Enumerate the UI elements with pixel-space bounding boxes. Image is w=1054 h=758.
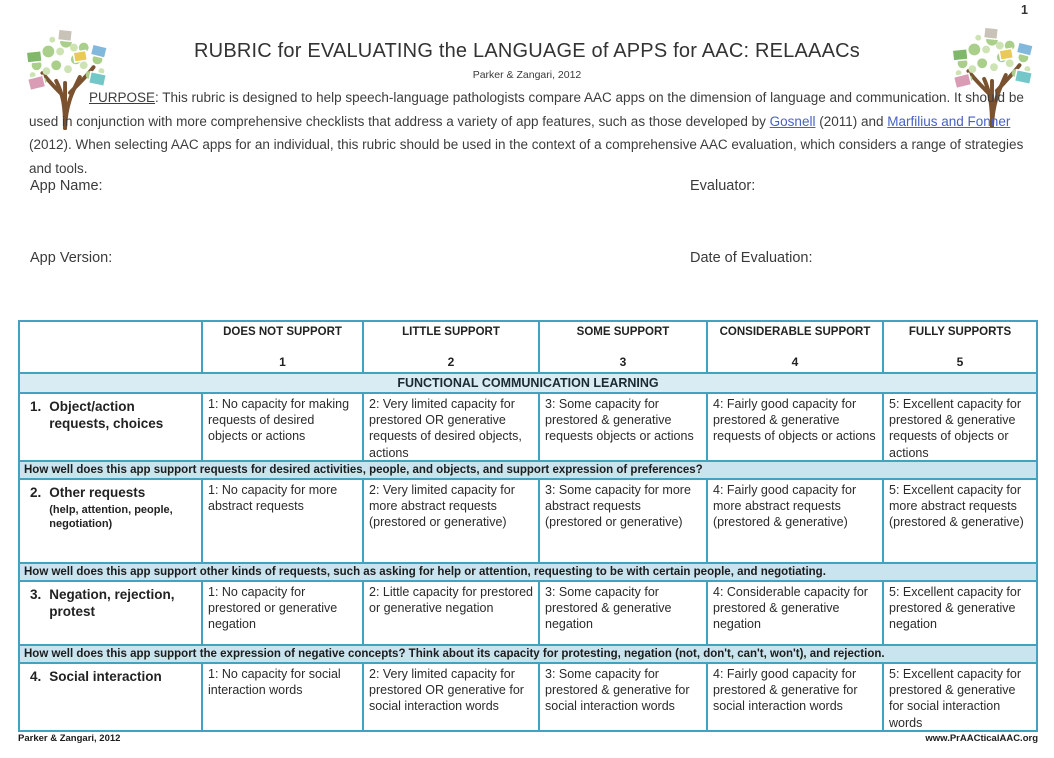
column-label: FULLY SUPPORTS xyxy=(908,326,1012,338)
column-score: 2 xyxy=(447,355,455,369)
rubric-cell: 5: Excellent capacity for more abstract requests (prestored & generative) xyxy=(884,480,1036,562)
rubric-cell: 4: Fairly good capacity for prestored & generative requests of objects or actions xyxy=(708,394,882,460)
row-number: 4. xyxy=(30,669,42,684)
gosnell-link[interactable]: Gosnell xyxy=(769,113,816,129)
rubric-cell: 5: Excellent capacity for prestored & generative negation xyxy=(884,582,1036,644)
rubric-cell: 2: Very limited capacity for prestored OR generative for social interaction words xyxy=(364,664,538,730)
row-label-object-action-requests xyxy=(20,394,201,460)
rubric-cell: 3: Some capacity for prestored & generative for social interaction words xyxy=(540,664,706,730)
rubric-cell: 1: No capacity for prestored or generative negation xyxy=(203,582,362,644)
rubric-cell: 3: Some capacity for prestored & generative negation xyxy=(540,582,706,644)
column-label: CONSIDERABLE SUPPORT xyxy=(719,326,871,338)
purpose-text-3: (2012). When selecting AAC apps for an individual, this rubric should be used in the context of a comprehensive AAC evaluation, which considers a range of strategies and tools. xyxy=(29,137,1024,176)
column-label: DOES NOT SUPPORT xyxy=(223,326,342,338)
purpose-text-2: (2011) and xyxy=(815,113,888,129)
rubric-cell: 1: No capacity for making requests of desired objects or actions xyxy=(203,394,362,460)
row-label-negation xyxy=(20,582,201,644)
column-score: 1 xyxy=(279,355,286,369)
rubric-cell: 3: Some capacity for more abstract requests (prestored or generative) xyxy=(540,480,706,562)
rubric-cell: 4: Fairly good capacity for more abstract requests (prestored & generative) xyxy=(708,480,882,562)
footer-website: www.PrAACticalAAC.org xyxy=(925,733,1038,744)
row-label-social-interaction xyxy=(20,664,201,730)
authors-line: Parker & Zangari, 2012 xyxy=(472,69,582,81)
guidance-note: How well does this app support other kinds of requests, such as asking for help or attention, requesting to be with certain people, and negotiating. xyxy=(20,564,1036,580)
column-header-does-not-support xyxy=(203,322,362,372)
purpose-paragraph xyxy=(29,86,1024,180)
column-header-considerable-support xyxy=(708,322,882,372)
marfilius-fonner-link[interactable]: Marfilius and Fonner xyxy=(887,113,1011,129)
app-name-label: App Name: xyxy=(30,178,103,194)
page-number: 1 xyxy=(1021,3,1028,17)
column-score: 4 xyxy=(791,355,799,369)
column-header-some-support xyxy=(540,322,706,372)
page-title: RUBRIC for EVALUATING the LANGUAGE of APPS for AAC: RELAAACs xyxy=(194,40,860,62)
rubric-cell: 2: Very limited capacity for prestored OR generative requests of desired objects, actions xyxy=(364,394,538,460)
column-label: SOME SUPPORT xyxy=(576,326,670,338)
rubric-table xyxy=(18,320,1038,732)
column-score: 5 xyxy=(956,355,964,369)
rubric-cell: 4: Considerable capacity for prestored & generative negation xyxy=(708,582,882,644)
rubric-cell: 3: Some capacity for prestored & generative requests objects or actions xyxy=(540,394,706,460)
row-number: 3. xyxy=(30,587,42,602)
guidance-note: How well does this app support the expression of negative concepts? Think about its capacity for protesting, negation (not, don't, can't, won't), and rejection. xyxy=(20,646,1036,662)
column-score: 3 xyxy=(619,355,627,369)
row-subtitle: (help, attention, people, negotiation) xyxy=(49,504,173,530)
rubric-cell: 5: Excellent capacity for prestored & generative requests of objects or actions xyxy=(884,394,1036,460)
column-header-little-support xyxy=(364,322,538,372)
rubric-cell: 2: Little capacity for prestored or generative negation xyxy=(364,582,538,644)
rubric-cell: 5: Excellent capacity for prestored & generative for social interaction words xyxy=(884,664,1036,730)
footer-authors: Parker & Zangari, 2012 xyxy=(18,733,121,744)
row-title: Social interaction xyxy=(49,669,162,684)
header-cell-empty xyxy=(20,322,201,372)
row-label-other-requests xyxy=(20,480,201,562)
evaluation-date-label: Date of Evaluation: xyxy=(690,250,813,266)
purpose-text-1: : This rubric is designed to help speech-language pathologists compare AAC apps on the dimension of language and communication. It should be used in conjunction with more comprehensive checklists that address a variety of app features, such as those developed by xyxy=(29,90,1024,129)
rubric-cell: 4: Fairly good capacity for prestored & generative for social interaction words xyxy=(708,664,882,730)
rubric-cell: 1: No capacity for more abstract requests xyxy=(203,480,362,562)
column-label: LITTLE SUPPORT xyxy=(402,326,500,338)
row-title: Object/action requests, choices xyxy=(49,399,164,431)
section-header: FUNCTIONAL COMMUNICATION LEARNING xyxy=(20,374,1036,392)
guidance-note: How well does this app support requests for desired activities, people, and objects, and support expression of preferences? xyxy=(20,462,1036,478)
purpose-label: PURPOSE xyxy=(89,90,156,105)
column-header-fully-supports xyxy=(884,322,1036,372)
row-number: 2. xyxy=(30,485,42,500)
row-title: Other requests xyxy=(49,485,146,500)
app-version-label: App Version: xyxy=(30,250,113,266)
rubric-cell: 2: Very limited capacity for more abstract requests (prestored or generative) xyxy=(364,480,538,562)
row-title: Negation, rejection, protest xyxy=(49,587,175,619)
rubric-cell: 1: No capacity for social interaction words xyxy=(203,664,362,730)
row-number: 1. xyxy=(30,399,42,414)
evaluator-label: Evaluator: xyxy=(690,178,756,194)
